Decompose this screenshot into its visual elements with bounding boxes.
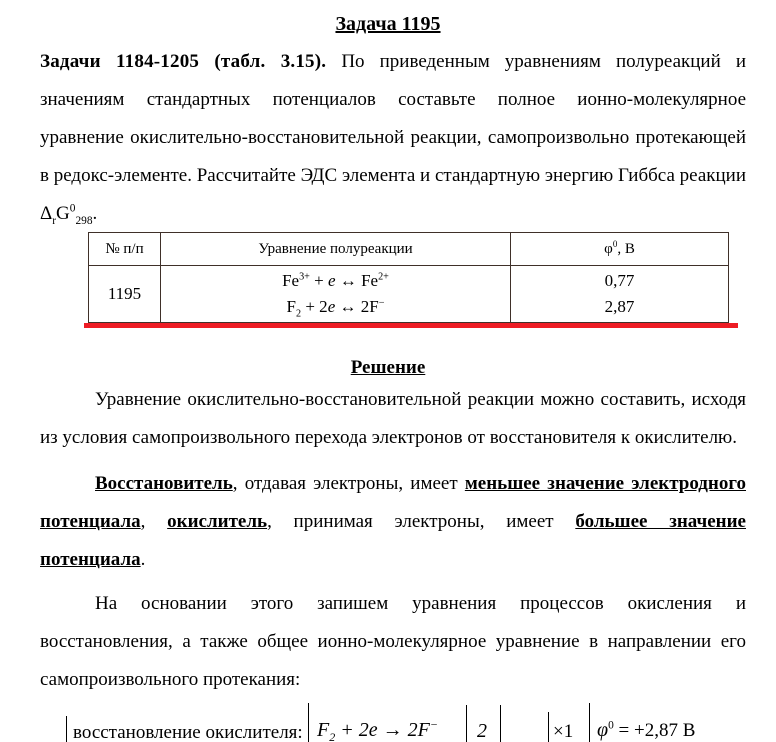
phi-sup: 0 — [612, 238, 618, 249]
potential-value-2: 2,87 — [604, 297, 635, 316]
gibbs-energy-term — [40, 202, 98, 227]
intro-paragraph — [40, 43, 746, 233]
vertical-bar — [308, 703, 309, 742]
reduction-label: восстановление окислителя: — [73, 722, 308, 742]
task-number-cell: 1195 — [89, 266, 161, 323]
phi-unit: , В — [617, 240, 635, 257]
solution-paragraph-2: На основании этого запишем уравнения процессов окисления и восстановления, а также общее ионно-молекулярное уравнение в направлении его самопроизвольного протекания: — [40, 593, 746, 690]
gibbs-sup-0: 0 — [69, 202, 76, 215]
gibbs-sub-298: 298 — [75, 214, 93, 227]
electron-count: 2 — [477, 720, 487, 742]
potential-value-1: 0,77 — [604, 271, 635, 290]
term-lower-potential: меньшее значение электродного потенциала — [40, 473, 746, 532]
term-reducer: Восстановитель — [95, 473, 233, 494]
emphasis-text-1: , отдавая электроны, имеет — [232, 473, 465, 494]
multiplier: ×1 — [553, 721, 574, 742]
term-oxidizer: окислитель — [167, 511, 268, 532]
column-header-number: № п/п — [89, 233, 161, 266]
solution-paragraph-1: Уравнение окислительно-восстановительной реакции можно составить, исходя из условия самопроизвольного перехода электронов от восстановителя к окислителю. — [40, 389, 746, 448]
half-reaction-1: $Fe^{3+} + e$ ↔ $Fe^{2+}$ — [282, 271, 389, 290]
half-reaction-2: $F_2 + 2e$ ↔ 2F− — [286, 297, 385, 320]
table-row — [89, 266, 729, 323]
emphasis-text-4: . — [140, 549, 146, 570]
equations-cell — [161, 266, 511, 323]
solution-paragraph-emphasis — [40, 465, 746, 579]
phi-symbol: φ — [604, 240, 613, 257]
solution-heading: Решение — [350, 357, 426, 378]
intro-body: По приведенным уравнениям полуреакций и значениям стандартных потенциалов составьте полное ионно-молекулярное уравнение окислительно-восстановительной реакции, самопроизвольно протекающей в редокс-элементе. Рассчитайте ЭДС элемента и стандартную энергию Гиббса реакции — [40, 51, 746, 186]
phi-sup: 0 — [608, 719, 614, 732]
table-header-row — [89, 233, 729, 266]
term-higher-potential: большее значение потенциала — [40, 511, 746, 570]
oxidizer-reduction-row — [0, 712, 776, 742]
vertical-bar — [548, 712, 549, 742]
red-underline — [84, 323, 738, 328]
gibbs-sub-r: r — [52, 214, 57, 227]
vertical-bar — [589, 703, 590, 742]
fluorine-half-reaction: $F_2 + 2e \to 2F^-$ — [317, 717, 438, 742]
vertical-bar — [500, 705, 501, 742]
column-header-potential — [511, 233, 729, 266]
vertical-bar — [466, 705, 467, 742]
gibbs-g: G — [56, 203, 70, 224]
page-title: Задача 1195 — [335, 13, 441, 35]
potential-statement — [597, 719, 695, 742]
phi-value: = +2,87 В — [613, 720, 696, 741]
intro-lead: Задачи 1184-1205 (табл. 3.15). — [40, 51, 327, 72]
sentence-period: . — [92, 203, 98, 224]
column-header-equation: Уравнение полуреакции — [161, 233, 511, 266]
potentials-cell — [511, 266, 729, 323]
vertical-bar — [66, 716, 67, 742]
half-reactions-table — [88, 232, 729, 323]
emphasis-text-3: , принимая электроны, имеет — [267, 511, 576, 532]
delta-symbol: Δ — [40, 203, 53, 224]
emphasis-text-2: , — [140, 511, 168, 532]
phi-symbol: φ — [597, 719, 609, 741]
